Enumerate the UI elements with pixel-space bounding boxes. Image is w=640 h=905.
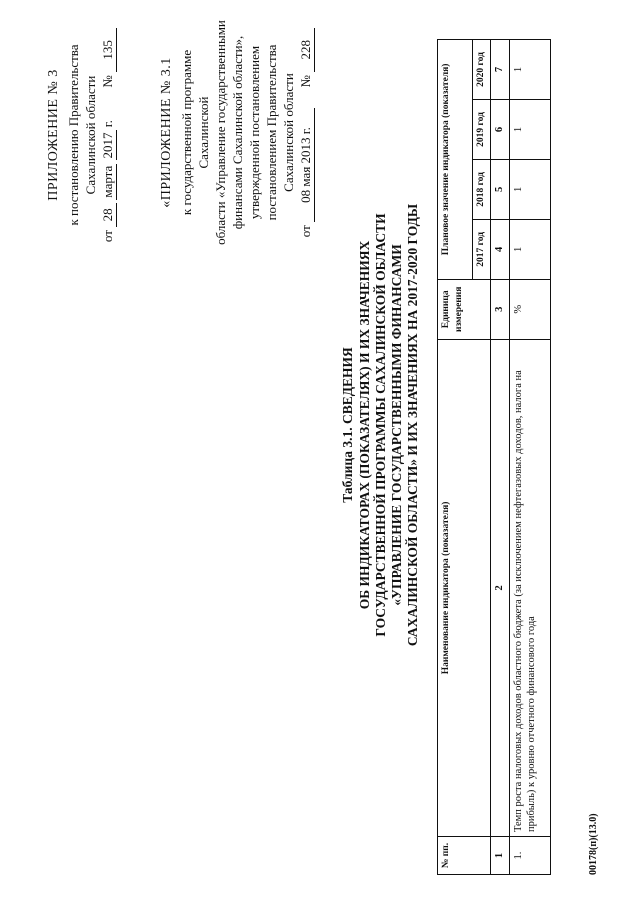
header-plan-values: Плановое значение индикатора (показателя) <box>438 40 473 280</box>
number-prefix: № <box>298 75 313 88</box>
sub-appendix-line: финансами Сахалинской области», <box>230 35 245 230</box>
index-cell: 2 <box>491 339 510 836</box>
date-month: марта <box>100 165 115 198</box>
header-year: 2018 год <box>473 159 491 219</box>
date-year-suffix: г. <box>100 120 115 128</box>
sub-appendix-line: к государственной программе Сахалинской <box>179 49 211 216</box>
header-unit: Единица измерения <box>438 279 491 339</box>
row-value-2020: 1 <box>510 40 551 100</box>
date-prefix: от <box>100 230 115 243</box>
sub-appendix-date: 08 мая 2013 г. <box>297 108 315 222</box>
header-indicator-name: Наименование индикатора (показателя) <box>438 339 491 836</box>
appendix-line: Сахалинской области <box>83 75 98 195</box>
sub-appendix-line: постановлением Правительства <box>264 44 279 221</box>
table-row <box>510 40 551 875</box>
row-unit: % <box>510 279 551 339</box>
document-title <box>340 175 421 675</box>
index-cell: 5 <box>491 159 510 219</box>
table-index-row <box>491 40 510 875</box>
header-year: 2019 год <box>473 99 491 159</box>
row-value-2019: 1 <box>510 99 551 159</box>
row-num: 1. <box>510 837 551 875</box>
document-code: 00178(п)(13.0) <box>588 813 599 875</box>
appendix-block <box>45 20 117 250</box>
number-prefix: № <box>100 75 115 88</box>
table-header-row <box>438 40 473 875</box>
indicators-table <box>437 39 551 875</box>
sub-appendix-line: области «Управление государственными <box>213 20 228 245</box>
sub-appendix-line: Сахалинской области <box>281 73 296 192</box>
header-year: 2020 год <box>473 40 491 100</box>
header-num: № пп. <box>438 837 491 875</box>
sub-appendix-number: 228 <box>297 28 315 72</box>
date-prefix: от <box>298 225 313 238</box>
date-day: 28 <box>99 203 117 227</box>
header-year: 2017 год <box>473 219 491 279</box>
sub-appendix-date-row <box>297 15 315 250</box>
row-value-2018: 1 <box>510 159 551 219</box>
title-line: ОБ ИНДИКАТОРАХ (ПОКАЗАТЕЛЯХ) И ИХ ЗНАЧЕНИЯХ <box>357 240 372 610</box>
index-cell: 7 <box>491 40 510 100</box>
sub-appendix-block <box>158 15 315 250</box>
row-indicator-name: Темп роста налоговых доходов областного бюджета (за исключением нефтегазовых доходов, налога на прибыль) к уровню отчетного финансового года <box>510 339 551 836</box>
row-value-2017: 1 <box>510 219 551 279</box>
title-line: ГОСУДАРСТВЕННОЙ ПРОГРАММЫ САХАЛИНСКОЙ ОБЛАСТИ <box>373 213 388 637</box>
table-caption: Таблица 3.1. СВЕДЕНИЯ <box>340 347 355 503</box>
appendix-date-row <box>99 20 117 250</box>
sub-appendix-line: утвержденной постановлением <box>247 45 262 220</box>
index-cell: 1 <box>491 837 510 875</box>
index-cell: 3 <box>491 279 510 339</box>
date-year: 2017 <box>100 132 115 159</box>
title-line: САХАЛИНСКОЙ ОБЛАСТИ» И ИХ ЗНАЧЕНИЯХ НА 2017-2020 ГОДЫ <box>405 203 420 647</box>
index-cell: 6 <box>491 99 510 159</box>
sub-appendix-title: «ПРИЛОЖЕНИЕ № 3.1 <box>159 57 174 208</box>
appendix-title: ПРИЛОЖЕНИЕ № 3 <box>46 69 61 201</box>
title-line: «УПРАВЛЕНИЕ ГОСУДАРСТВЕННЫМИ ФИНАНСАМИ <box>389 244 404 606</box>
index-cell: 4 <box>491 219 510 279</box>
decree-number: 135 <box>99 28 117 72</box>
appendix-line: к постановлению Правительства <box>66 44 81 226</box>
